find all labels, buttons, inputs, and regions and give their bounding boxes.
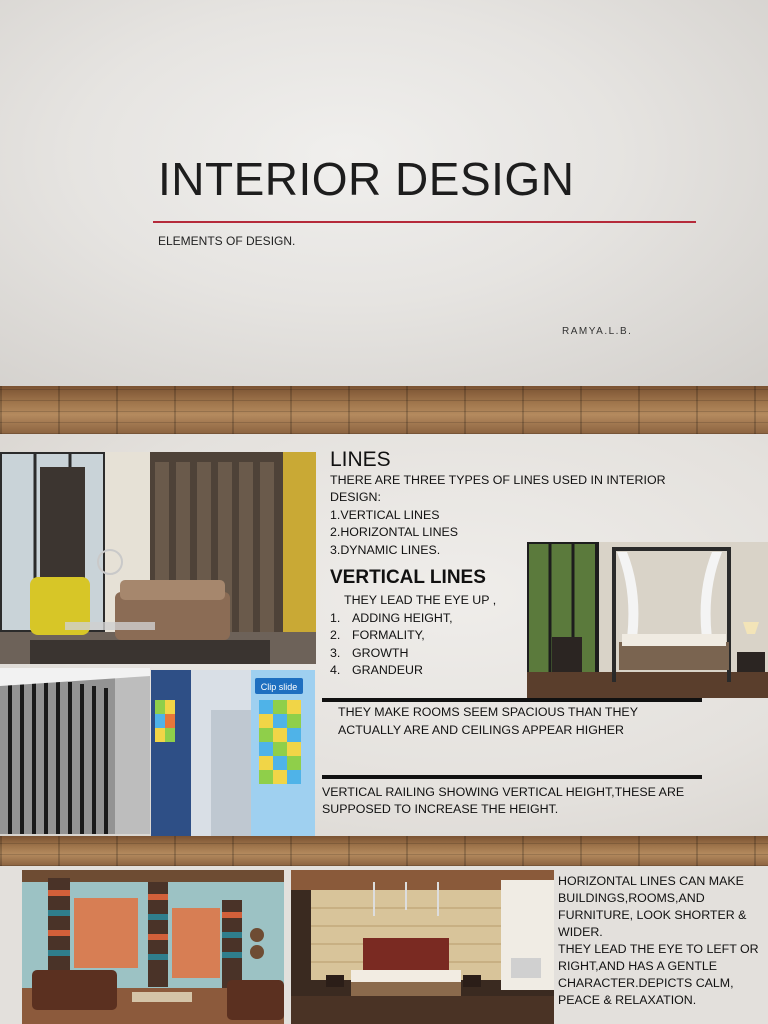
title-slide [0,0,768,386]
curtain-room-photo [22,870,284,1024]
vertical-railing-photo [0,668,150,834]
horizontal-text-1: HORIZONTAL LINES CAN MAKE BUILDINGS,ROOMS,AND FURNITURE, LOOK SHORTER & WIDER. [558,874,747,939]
page-title: INTERIOR DESIGN [158,153,575,205]
list-text: FORMALITY, [352,628,425,643]
list-item: 1.VERTICAL LINES [330,508,440,522]
wood-floor-divider [0,386,768,434]
canopy-bedroom-photo [527,542,768,698]
divider-rule [322,698,702,702]
horizontal-bedroom-photo [291,870,554,1024]
subtitle: ELEMENTS OF DESIGN. [158,234,296,248]
list-number: 2. [330,628,341,643]
list-text: GRANDEUR [352,662,423,677]
list-item: 2.HORIZONTAL LINES [330,525,459,540]
line-types-list [330,507,458,559]
list-item [330,662,453,679]
vertical-lines-heading: VERTICAL LINES [330,567,486,588]
divider-rule [322,775,702,779]
list-item [330,645,453,662]
list-number: 4. [330,662,341,677]
horizontal-text-2: THEY LEAD THE EYE TO LEFT OR RIGHT,AND HAS A GENTLE CHARACTER.DEPICTS CALM, PEACE & RELAXATION. [558,942,759,1007]
vertical-lines-list [330,610,453,679]
living-room-photo [0,452,316,664]
wood-floor-divider [0,836,768,866]
list-text: ADDING HEIGHT, [352,611,453,625]
list-number: 1. [330,611,341,625]
list-item: 3.DYNAMIC LINES. [330,542,441,557]
list-text: GROWTH [352,645,409,660]
lines-heading: LINES [330,448,391,471]
author-name: RAMYA.L.B. [562,326,633,337]
vertical-lines-lead: THEY LEAD THE EYE UP , [344,593,497,607]
lines-intro: THERE ARE THREE TYPES OF LINES USED IN INTERIOR DESIGN: [330,473,666,505]
list-item [330,610,453,627]
title-divider [153,221,696,223]
list-item [330,627,453,644]
colorful-building-photo [151,670,315,836]
railing-caption: VERTICAL RAILING SHOWING VERTICAL HEIGHT,THESE ARE SUPPOSED TO INCREASE THE HEIGHT. [322,785,685,816]
horizontal-lines-text [558,873,768,1009]
list-number: 3. [330,645,341,660]
clip-slide-label[interactable]: Clip slide [260,682,298,692]
spacious-text: THEY MAKE ROOMS SEEM SPACIOUS THAN THEY ACTUALLY ARE AND CEILINGS APPEAR HIGHER [338,705,638,737]
